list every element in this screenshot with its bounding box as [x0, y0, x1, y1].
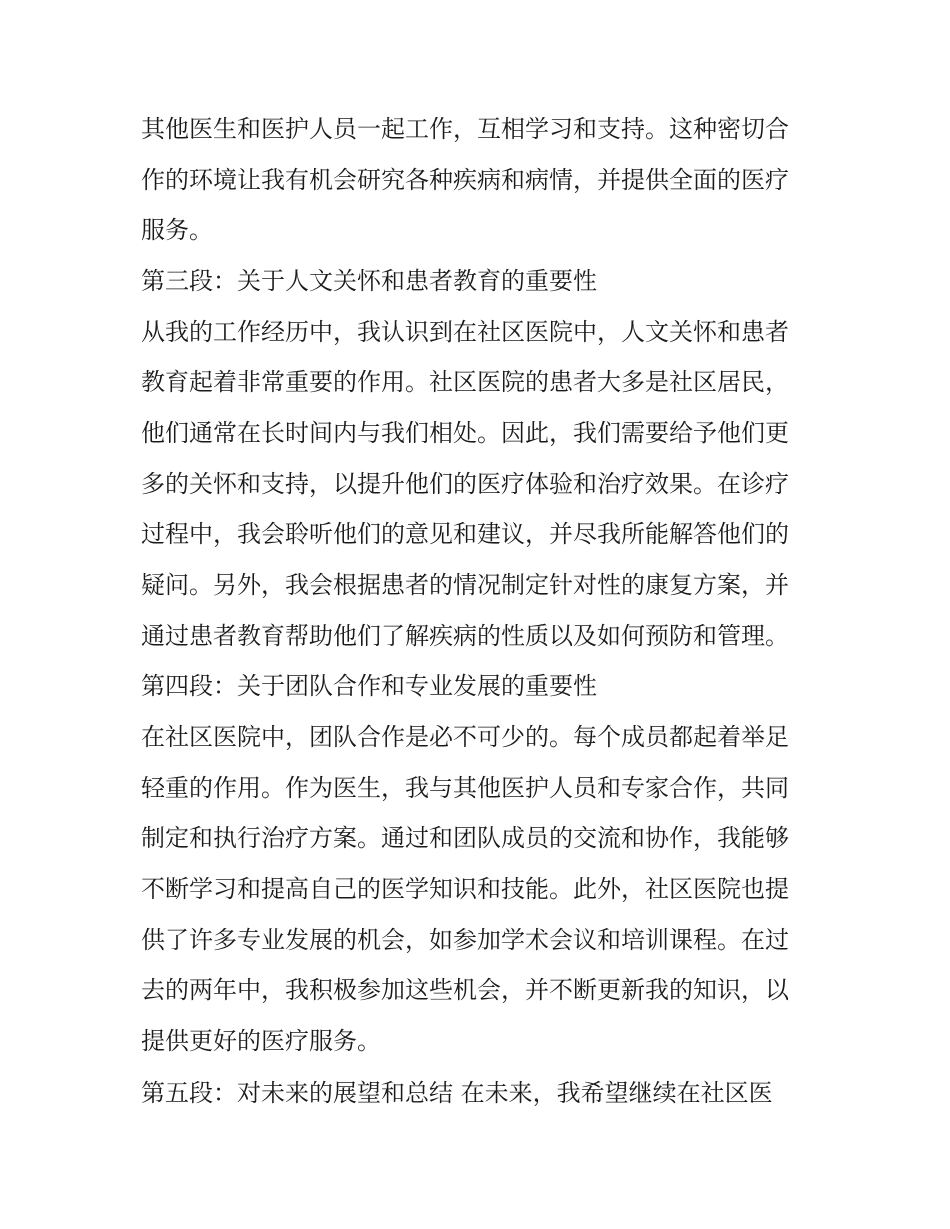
text-line: 提供更好的医疗服务。 [141, 1027, 381, 1055]
text-line: 去的两年中，我积极参加这些机会，并不断更新我的知识，以 [141, 976, 789, 1004]
text-line: 作的环境让我有机会研究各种疾病和病情，并提供全面的医疗 [141, 166, 789, 194]
text-line: 从我的工作经历中，我认识到在社区医院中，人文关怀和患者 [141, 318, 789, 346]
text-line: 多的关怀和支持，以提升他们的医疗体验和治疗效果。在诊疗 [141, 470, 789, 498]
section-heading: 第四段：关于团队合作和专业发展的重要性 [141, 672, 597, 700]
section-heading: 第五段：对未来的展望和总结 在未来，我希望继续在社区医 [141, 1079, 773, 1107]
text-line: 疑问。另外，我会根据患者的情况制定针对性的康复方案，并 [141, 571, 789, 599]
text-line: 通过患者教育帮助他们了解疾病的性质以及如何预防和管理。 [141, 622, 789, 650]
text-line: 在社区医院中，团队合作是必不可少的。每个成员都起着举足 [141, 723, 789, 751]
text-line: 服务。 [141, 216, 213, 244]
text-line: 其他医生和医护人员一起工作，互相学习和支持。这种密切合 [141, 115, 789, 143]
text-line: 供了许多专业发展的机会，如参加学术会议和培训课程。在过 [141, 926, 789, 954]
text-line: 不断学习和提高自己的医学知识和技能。此外，社区医院也提 [141, 875, 789, 903]
text-line: 他们通常在长时间内与我们相处。因此，我们需要给予他们更 [141, 419, 789, 447]
section-heading: 第三段：关于人文关怀和患者教育的重要性 [141, 267, 597, 295]
text-line: 轻重的作用。作为医生，我与其他医护人员和专家合作，共同 [141, 774, 789, 802]
text-line: 过程中，我会聆听他们的意见和建议，并尽我所能解答他们的 [141, 520, 789, 548]
text-line: 教育起着非常重要的作用。社区医院的患者大多是社区居民， [141, 368, 789, 396]
text-line: 制定和执行治疗方案。通过和团队成员的交流和协作，我能够 [141, 824, 789, 852]
